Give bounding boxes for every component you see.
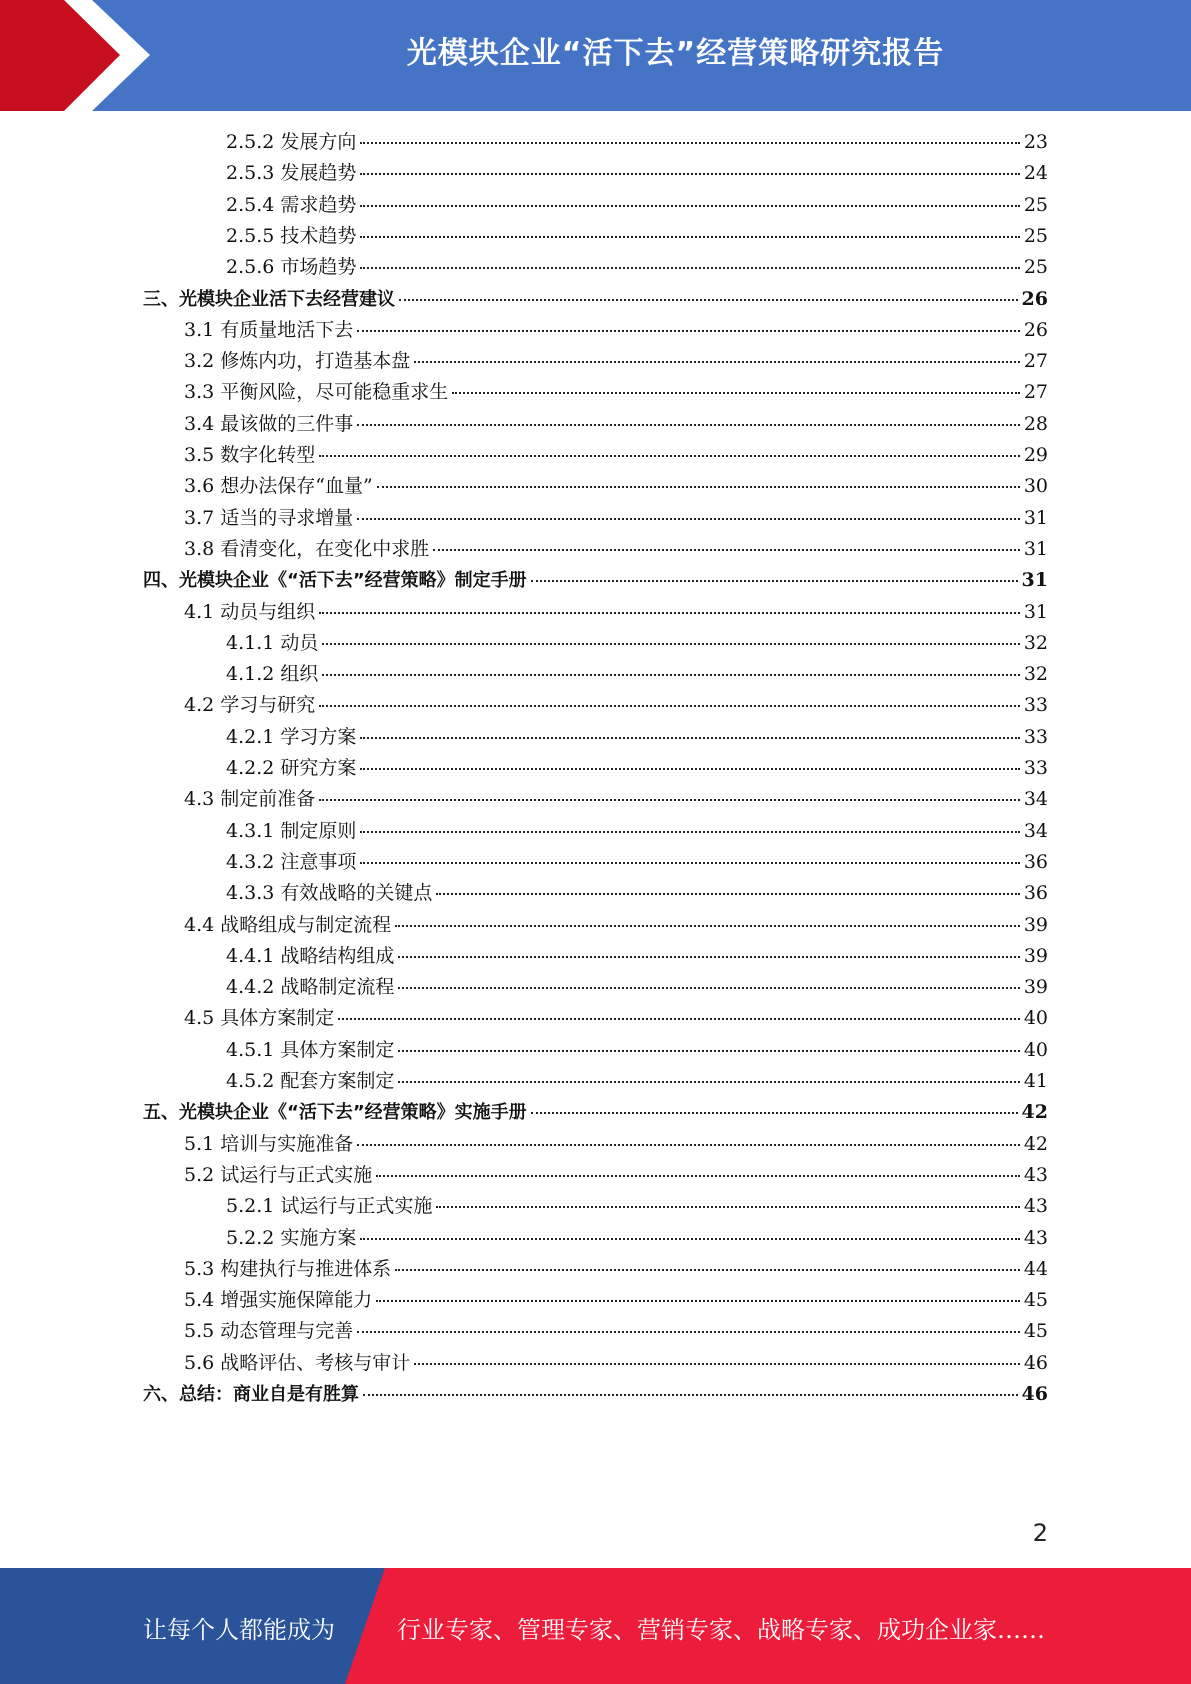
toc-leader-dots [399,299,1018,301]
toc-entry-page: 33 [1023,725,1048,748]
toc-leader-dots [452,392,1020,394]
toc-entry-label: 4.5 具体方案制定 [184,1007,335,1030]
toc-entry[interactable] [184,503,1048,534]
toc-entry[interactable] [143,565,1048,596]
toc-entry[interactable] [184,1285,1048,1316]
toc-entry-label: 4.4.1 战略结构组成 [226,944,395,967]
toc-entry-page: 43 [1023,1195,1048,1218]
toc-leader-dots [357,518,1020,520]
toc-entry-label: 3.2 修炼内功，打造基本盘 [184,350,411,373]
toc-entry-label: 4.4.2 战略制定流程 [226,976,395,999]
toc-entry-label: 5.5 动态管理与完善 [184,1320,354,1343]
toc-entry-page: 46 [1021,1383,1048,1405]
toc-entry[interactable] [226,941,1048,972]
toc-entry-page: 25 [1023,224,1048,247]
toc-entry[interactable] [184,597,1048,628]
toc-entry-page: 27 [1023,350,1048,373]
toc-entry-label: 4.3.3 有效战略的关键点 [226,882,433,905]
toc-entry[interactable] [226,972,1048,1003]
toc-leader-dots [363,1394,1018,1396]
toc-leader-dots [436,1206,1019,1208]
toc-leader-dots [398,1050,1019,1052]
toc-leader-dots [398,987,1019,989]
toc-entry-page: 40 [1023,1007,1048,1030]
toc-leader-dots [377,486,1020,488]
toc-leader-dots [360,737,1019,739]
toc-entry-label: 5.2 试运行与正式实施 [184,1163,373,1186]
toc-entry[interactable] [184,1254,1048,1285]
toc-entry-label: 2.5.2 发展方向 [226,131,357,153]
toc-entry-label: 2.5.3 发展趋势 [226,162,357,185]
toc-entry-page: 23 [1023,131,1048,153]
toc-leader-dots [360,236,1019,238]
toc-entry-page: 26 [1023,318,1048,341]
toc-entry-page: 39 [1023,913,1048,936]
toc-entry-label: 5.1 培训与实施准备 [184,1132,354,1155]
toc-entry-page: 39 [1023,944,1048,967]
toc-entry-label: 4.2.1 学习方案 [226,725,357,748]
toc-leader-dots [398,956,1019,958]
toc-entry[interactable] [184,534,1048,565]
toc-entry[interactable] [226,816,1048,847]
toc-entry-page: 31 [1021,569,1048,592]
toc-entry-label: 3.1 有质量地活下去 [184,318,354,341]
toc-entry-page: 34 [1023,788,1048,811]
toc-leader-dots [322,643,1019,645]
toc-entry[interactable] [226,127,1048,158]
toc-leader-dots [319,705,1020,707]
toc-entry-page: 33 [1023,694,1048,717]
toc-entry-page: 25 [1023,193,1048,216]
toc-entry[interactable] [226,190,1048,221]
toc-entry[interactable] [184,690,1048,721]
toc-entry-label: 3.3 平衡风险，尽可能稳重求生 [184,381,449,404]
toc-entry-page: 31 [1023,600,1048,623]
toc-entry-page: 46 [1023,1351,1048,1374]
toc-leader-dots [360,862,1019,864]
toc-entry-page: 31 [1023,506,1048,529]
toc-entry-page: 33 [1023,757,1048,779]
toc-entry-label: 2.5.5 技术趋势 [226,224,357,247]
toc-entry[interactable] [226,221,1048,252]
toc-entry[interactable] [184,784,1048,815]
toc-entry-label: 3.4 最该做的三件事 [184,412,354,435]
toc-entry-page: 43 [1023,1163,1048,1186]
toc-entry-page: 25 [1023,256,1048,279]
toc-entry-label: 4.5.2 配套方案制定 [226,1070,395,1092]
toc-leader-dots [414,361,1020,363]
toc-entry-label: 五、光模块企业《“活下去”经营策略》实施手册 [143,1102,527,1124]
toc-entry-label: 5.2.2 实施方案 [226,1226,357,1249]
toc-entry[interactable] [184,1316,1048,1347]
toc-entry-page: 26 [1021,287,1048,310]
toc-leader-dots [322,674,1019,676]
toc-entry[interactable] [226,1223,1048,1254]
toc-leader-dots [338,1018,1020,1020]
toc-entry[interactable] [226,1191,1048,1222]
toc-entry-label: 4.3.2 注意事项 [226,850,357,873]
toc-entry-label: 4.1 动员与组织 [184,600,316,623]
toc-entry-page: 41 [1023,1070,1048,1092]
toc-entry-label: 3.5 数字化转型 [184,444,316,466]
toc-entry-page: 42 [1023,1132,1048,1155]
toc-entry[interactable] [226,878,1048,909]
footer-banner [0,1568,1191,1684]
toc-entry-page: 43 [1023,1226,1048,1249]
toc-entry-label: 3.7 适当的寻求增量 [184,506,354,529]
toc-entry-label: 5.3 构建执行与推进体系 [184,1257,392,1280]
toc-entry-label: 5.2.1 试运行与正式实施 [226,1195,433,1218]
toc-entry-label: 4.1.1 动员 [226,631,319,654]
toc-entry[interactable] [226,847,1048,878]
toc-entry[interactable] [226,628,1048,659]
toc-entry[interactable] [226,722,1048,753]
toc-entry-page: 24 [1023,162,1048,185]
toc-entry-page: 40 [1023,1038,1048,1061]
toc-entry-page: 31 [1023,537,1048,560]
toc-entry-page: 36 [1023,882,1048,905]
toc-leader-dots [360,267,1019,269]
toc-entry-page: 29 [1023,444,1048,466]
page-number: 2 [1032,1519,1048,1547]
toc-entry-label: 六、总结：商业自是有胜算 [143,1384,359,1405]
toc-entry[interactable] [184,471,1048,502]
toc-leader-dots [360,1238,1019,1240]
toc-leader-dots [376,1175,1020,1177]
toc-entry-label: 四、光模块企业《“活下去”经营策略》制定手册 [143,570,527,592]
toc-entry[interactable] [184,1129,1048,1160]
toc-leader-dots [360,173,1019,175]
toc-leader-dots [433,549,1020,551]
toc-entry[interactable] [226,1035,1048,1066]
toc-entry[interactable] [184,409,1048,440]
toc-leader-dots [398,1081,1019,1083]
toc-leader-dots [360,831,1019,833]
toc-entry[interactable] [184,1348,1048,1379]
toc-entry[interactable] [143,1097,1048,1128]
header-banner [0,0,1191,111]
toc-leader-dots [395,1269,1020,1271]
document-title: 光模块企业“活下去”经营策略研究报告 [406,36,945,71]
toc-entry-page: 32 [1023,663,1048,686]
toc-entry-page: 42 [1021,1101,1048,1124]
toc-entry-label: 3.8 看清变化，在变化中求胜 [184,537,430,560]
toc-entry-label: 5.6 战略评估、考核与审计 [184,1351,411,1374]
toc-entry[interactable] [226,252,1048,283]
toc-entry-label: 5.4 增强实施保障能力 [184,1289,373,1312]
toc-leader-dots [319,612,1020,614]
toc-leader-dots [531,1112,1018,1114]
toc-entry-label: 2.5.4 需求趋势 [226,193,357,216]
toc-entry-page: 30 [1023,475,1048,498]
toc-entry-label: 三、光模块企业活下去经营建议 [143,288,395,310]
toc-entry-label: 4.5.1 具体方案制定 [226,1038,395,1061]
toc-entry[interactable] [184,910,1048,941]
toc-entry[interactable] [184,1160,1048,1191]
toc-leader-dots [360,768,1019,770]
toc-leader-dots [360,205,1019,207]
toc-entry-page: 28 [1023,412,1048,435]
toc-entry-page: 45 [1023,1289,1048,1312]
toc-entry[interactable] [143,1379,1048,1410]
toc-entry-label: 4.4 战略组成与制定流程 [184,913,392,936]
toc-entry[interactable] [184,1003,1048,1034]
toc-leader-dots [357,1144,1020,1146]
toc-entry-page: 34 [1023,819,1048,842]
footer-slogan-left: 让每个人都能成为 [143,1616,335,1644]
toc-leader-dots [376,1300,1020,1302]
toc-entry[interactable] [226,753,1048,784]
toc-entry-label: 2.5.6 市场趋势 [226,256,357,279]
toc-entry-label: 3.6 想办法保存“血量” [184,475,373,498]
toc-entry[interactable] [184,315,1048,346]
toc-entry-page: 39 [1023,976,1048,999]
toc-leader-dots [357,1331,1020,1333]
footer-slogan-right: 行业专家、管理专家、营销专家、战略专家、成功企业家…… [397,1616,1045,1644]
toc-leader-dots [531,580,1018,582]
toc-leader-dots [357,330,1020,332]
toc-entry-page: 45 [1023,1320,1048,1343]
toc-entry-label: 4.3.1 制定原则 [226,819,357,842]
toc-entry[interactable] [226,1066,1048,1097]
toc-leader-dots [436,893,1019,895]
toc-leader-dots [319,799,1020,801]
toc-entry-label: 4.3 制定前准备 [184,788,316,811]
toc-leader-dots [395,925,1020,927]
toc-entry[interactable] [184,440,1048,471]
toc-entry[interactable] [226,158,1048,189]
toc-entry-page: 27 [1023,381,1048,404]
toc-entry-label: 4.2 学习与研究 [184,694,316,717]
toc-leader-dots [360,142,1019,144]
toc-entry-label: 4.1.2 组织 [226,663,319,686]
toc-entry[interactable] [184,377,1048,408]
toc-entry[interactable] [184,346,1048,377]
toc-entry[interactable] [226,659,1048,690]
toc-leader-dots [357,424,1020,426]
toc-entry-page: 32 [1023,631,1048,654]
toc-entry-page: 44 [1023,1257,1048,1280]
toc-entry[interactable] [143,284,1048,315]
toc-leader-dots [414,1363,1020,1365]
toc-entry-page: 36 [1023,850,1048,873]
toc-entry-label: 4.2.2 研究方案 [226,757,357,779]
toc-leader-dots [319,455,1020,457]
